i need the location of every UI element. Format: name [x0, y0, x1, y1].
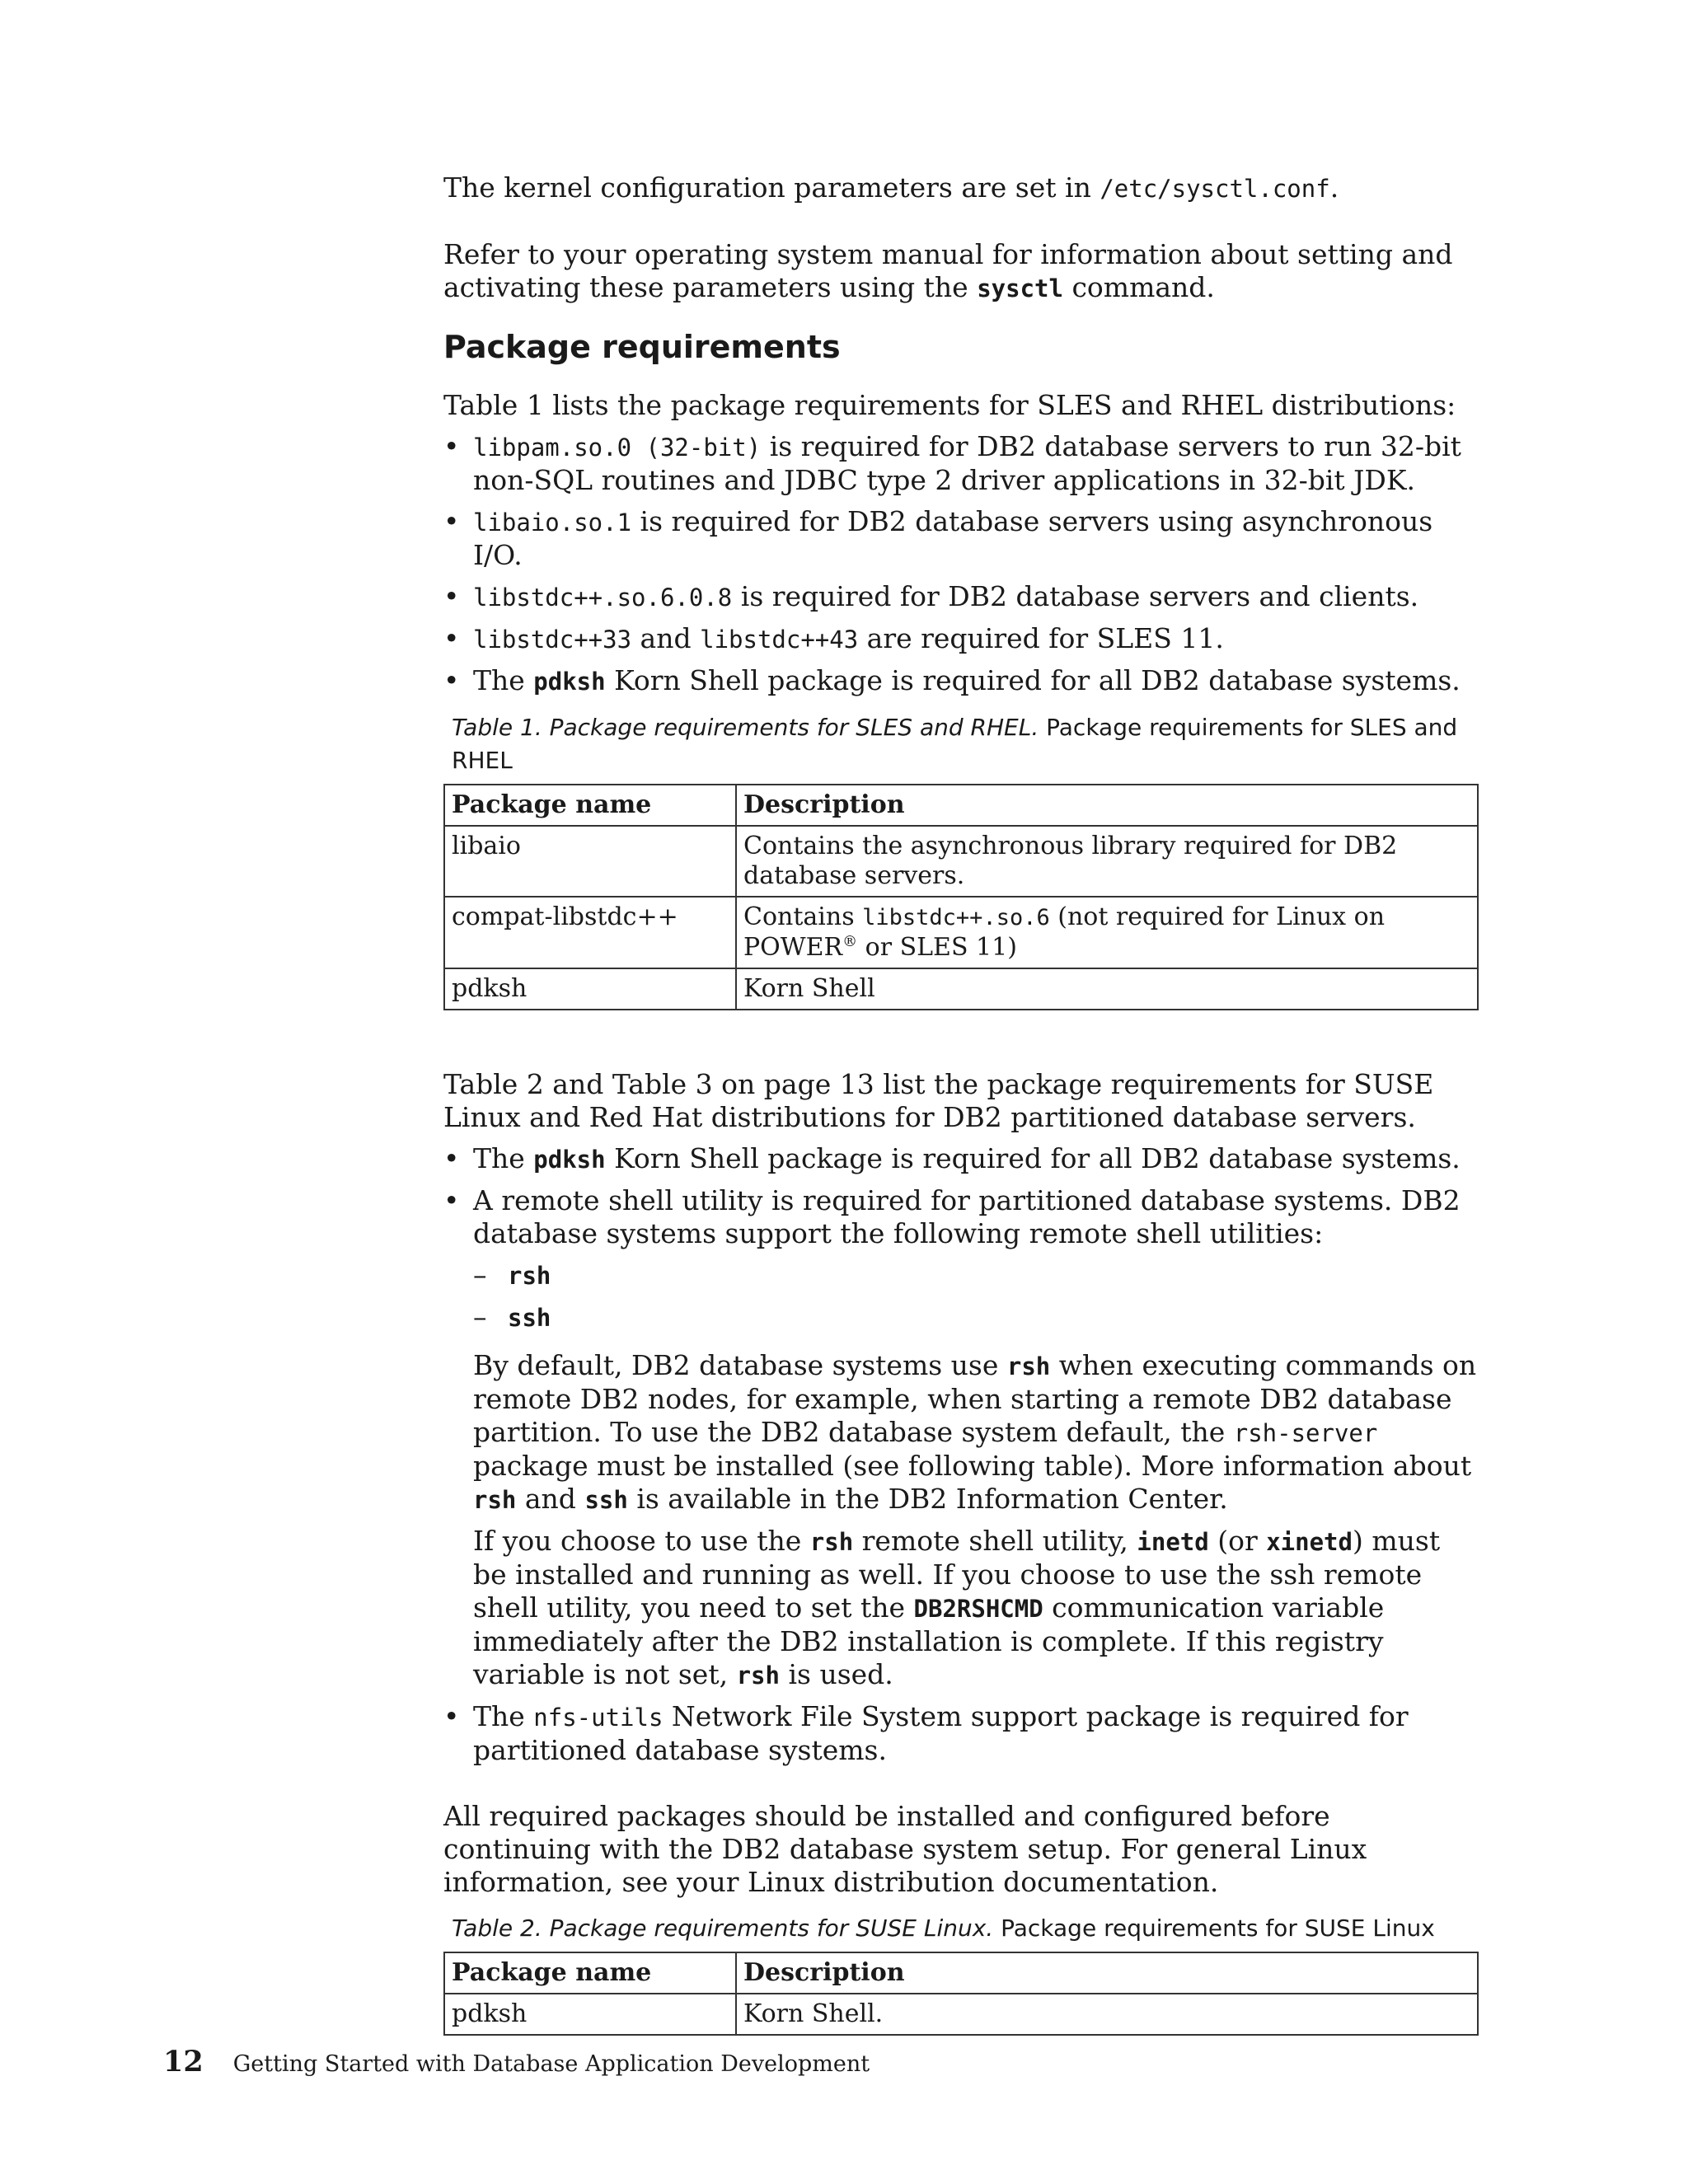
package-bullet-list — [443, 430, 1482, 698]
text: is required for DB2 database servers to run 32-bit non-SQL routines and JDBC type 2 driver applications in 32-bit JDK. — [473, 430, 1461, 496]
column-header-package: Package name — [444, 785, 736, 826]
library-name: libpam.so.0 (32-bit) — [473, 434, 762, 462]
list-item — [443, 664, 1482, 698]
table1-intro: Table 1 lists the package requirements for SLES and RHEL distributions: — [443, 389, 1456, 421]
section-heading: Package requirements — [443, 329, 841, 365]
text: (not required for Linux on POWER — [743, 902, 1386, 962]
list-item — [443, 580, 1482, 614]
list-item — [443, 430, 1482, 497]
text: or SLES 11) — [857, 933, 1017, 962]
package-name-cell: pdksh — [444, 968, 736, 1010]
package-name-cell: pdksh — [444, 1994, 736, 2035]
text: The — [473, 1700, 534, 1732]
list-item — [443, 1142, 1482, 1176]
table-row — [444, 1994, 1478, 2035]
list-item — [443, 622, 1482, 656]
package-name-cell: libaio — [444, 826, 736, 897]
refer-paragraph — [443, 238, 1482, 305]
column-header-package: Package name — [444, 1952, 736, 1994]
text: is used. — [779, 1658, 893, 1690]
registered-mark: ® — [842, 933, 858, 950]
table-row — [444, 968, 1478, 1010]
table1-packages — [443, 784, 1479, 1010]
command-name: ssh — [584, 1486, 628, 1514]
table2-packages — [443, 1952, 1479, 2036]
text: communication variable immediately after the DB2 installation is complete. If this registry variable is not set, — [473, 1591, 1385, 1690]
table-header-row — [444, 1952, 1478, 1994]
list-item — [473, 1258, 1482, 1292]
table1-caption — [452, 711, 1482, 777]
text: Korn Shell package is required for all DB2 database systems. — [605, 1142, 1461, 1174]
library-name: libstdc++.so.6 — [862, 905, 1050, 930]
text: command. — [1062, 271, 1215, 303]
table-row — [444, 826, 1478, 897]
description-cell: Contains the asynchronous library required for DB2 database servers. — [736, 826, 1478, 897]
text: Korn Shell package is required for all DB2 database systems. — [605, 664, 1461, 696]
text: ) must be installed and running as well. If you choose to use the ssh remote shell utility, you need to set the — [473, 1525, 1441, 1624]
text: The — [473, 1142, 534, 1174]
package-name-cell: compat-libstdc++ — [444, 897, 736, 968]
command-name: sysctl — [977, 274, 1063, 302]
package-name: rsh-server — [1233, 1419, 1378, 1447]
text: and — [516, 1483, 585, 1515]
package-name: nfs-utils — [533, 1704, 663, 1732]
rsh-inetd-paragraph — [473, 1525, 1482, 1692]
description-cell: Korn Shell. — [736, 1994, 1478, 2035]
file-path: /etc/sysctl.conf — [1100, 175, 1330, 203]
text: are required for SLES 11. — [858, 622, 1224, 654]
caption-title: Table 2. Package requirements for SUSE Linux. — [452, 1915, 994, 1942]
library-name: libstdc++.so.6.0.8 — [473, 583, 733, 612]
caption-text: Package requirements for SUSE Linux — [993, 1915, 1435, 1942]
library-name: libstdc++33 — [473, 626, 632, 654]
text: package must be installed (see following table). More information about — [473, 1450, 1472, 1482]
closing-paragraph: All required packages should be installed and configured before continuing with the DB2 database system setup. For general Linux information, see your Linux distribution documentation. — [443, 1800, 1367, 1898]
text: The — [473, 664, 534, 696]
utility-name: ssh — [508, 1304, 551, 1332]
command-name: rsh — [1006, 1352, 1051, 1380]
command-name: pdksh — [533, 1146, 606, 1174]
text: Contains — [743, 902, 863, 931]
list-item — [443, 1184, 1482, 1692]
text: is available in the DB2 Information Center. — [627, 1483, 1228, 1515]
command-name: rsh — [736, 1661, 780, 1690]
kernel-config-paragraph — [443, 171, 1482, 205]
text: (or — [1208, 1525, 1267, 1557]
library-name: libstdc++43 — [700, 626, 859, 654]
text: when executing commands on remote DB2 nodes, for example, when starting a remote DB2 database partition. To use the DB2 database system default, the — [473, 1349, 1477, 1448]
text: and — [631, 622, 701, 654]
command-name: rsh — [809, 1528, 854, 1556]
text: Refer to your operating system manual for information about setting and activating these parameters using the — [443, 238, 1453, 303]
column-header-description: Description — [736, 1952, 1478, 1994]
table2-caption — [452, 1912, 1482, 1945]
text: is required for DB2 database servers and clients. — [732, 580, 1419, 612]
caption-title: Table 1. Package requirements for SLES and RHEL. — [452, 714, 1039, 741]
library-name: libaio.so.1 — [473, 509, 632, 537]
text: By default, DB2 database systems use — [473, 1349, 1007, 1381]
caption-text: Package requirements for SLES and RHEL — [452, 714, 1458, 774]
page-footer — [163, 2047, 870, 2079]
partitioned-bullet-list — [443, 1142, 1482, 1767]
text: A remote shell utility is required for partitioned database systems. DB2 database systems support the following remote shell utilities: — [473, 1184, 1461, 1249]
column-header-description: Description — [736, 785, 1478, 826]
remote-shell-list — [473, 1258, 1482, 1334]
text: . — [1329, 171, 1339, 204]
description-cell: Korn Shell — [736, 968, 1478, 1010]
text: remote shell utility, — [853, 1525, 1137, 1557]
command-name: rsh — [473, 1486, 517, 1514]
command-name: inetd — [1137, 1528, 1209, 1556]
page-number: 12 — [163, 2045, 204, 2079]
table2-intro: Table 2 and Table 3 on page 13 list the package requirements for SUSE Linux and Red Hat distributions for DB2 partitioned database servers. — [443, 1068, 1434, 1133]
book-title: Getting Started with Database Application Development — [232, 2051, 870, 2077]
utility-name: rsh — [508, 1262, 551, 1290]
page-content — [443, 171, 1482, 2036]
text: Network File System support package is required for partitioned database systems. — [473, 1700, 1409, 1766]
variable-name: DB2RSHCMD — [913, 1595, 1043, 1623]
list-item — [443, 505, 1482, 572]
text: The kernel configuration parameters are set in — [443, 171, 1100, 204]
rsh-default-paragraph — [473, 1349, 1482, 1516]
table-header-row — [444, 785, 1478, 826]
list-item — [443, 1700, 1482, 1767]
command-name: xinetd — [1266, 1528, 1353, 1556]
table-row — [444, 897, 1478, 968]
description-cell — [736, 897, 1478, 968]
text: is required for DB2 database servers using asynchronous I/O. — [473, 505, 1433, 571]
command-name: pdksh — [533, 668, 606, 696]
list-item — [473, 1301, 1482, 1334]
text: If you choose to use the — [473, 1525, 810, 1557]
